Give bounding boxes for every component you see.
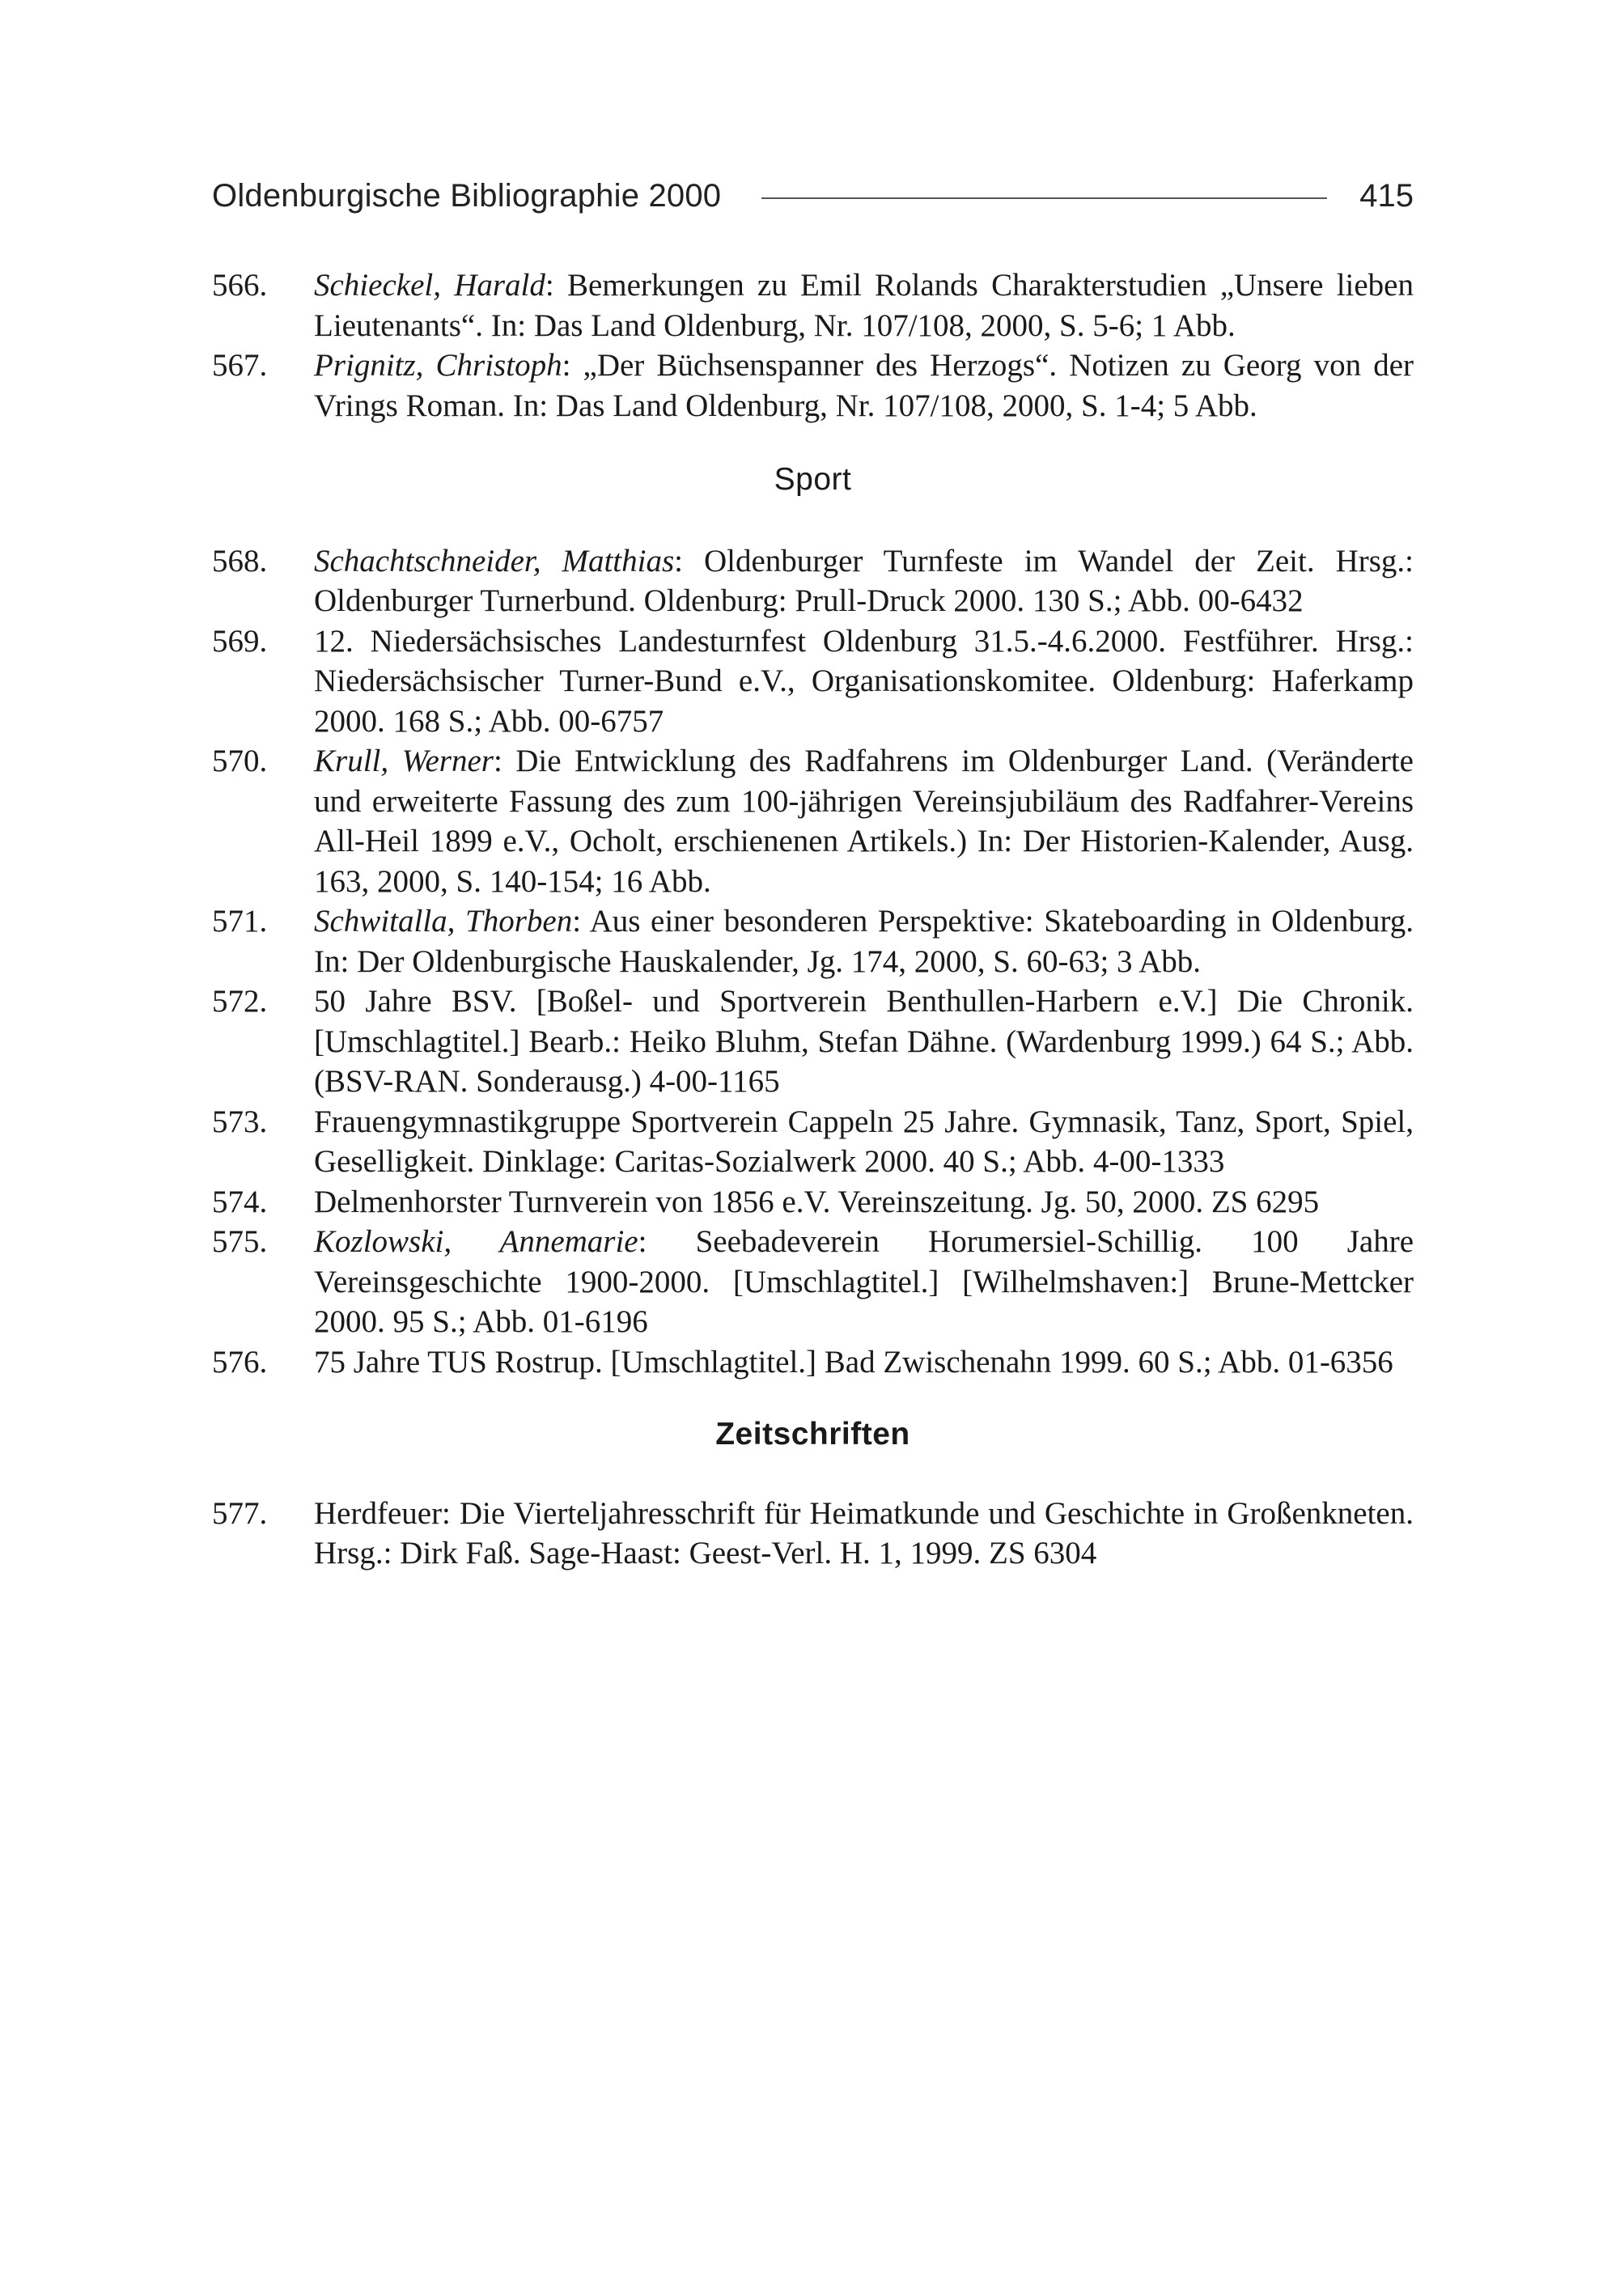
entry-number: 571. — [212, 904, 268, 939]
bibliography-body — [212, 265, 1414, 1574]
entry-body: „Der Büchsenspanner des Herzogs“. Notizen zu Georg von der Vrings Roman. In: Das Land Oldenburg, Nr. 107/108, 2000, S. 1-4; 5 Abb. — [314, 348, 1414, 423]
entry-separator: : — [545, 268, 567, 303]
entry-body: 75 Jahre TUS Rostrup. [Umschlagtitel.] Bad Zwischenahn 1999. 60 S.; Abb. 01-6356 — [314, 1344, 1393, 1380]
entry-author: Krull, Werner — [314, 744, 494, 778]
bibliography-entry — [212, 1342, 1414, 1383]
entry-text — [314, 1342, 1414, 1383]
entry-separator: : — [674, 543, 704, 579]
entry-number: 569. — [212, 623, 268, 659]
running-title: Oldenburgische Bibliographie 2000 — [212, 177, 722, 214]
entry-number: 574. — [212, 1184, 268, 1219]
entry-body: Oldenburger Turnfeste im Wandel der Zeit. Hrsg.: Oldenburger Turnerbund. Oldenburg: Prull-Druck 2000. 130 S.; Abb. 00-6432 — [314, 543, 1414, 618]
entry-number: 567. — [212, 348, 268, 383]
entry-text — [314, 265, 1414, 345]
entry-separator: : — [562, 348, 583, 383]
entry-body: Die Entwicklung des Radfahrens im Oldenburger Land. (Veränderte und erweiterte Fassung des zum 100-jährigen Vereinsjubiläum des Radfahrer-Vereins All-Heil 1899 e.V., Ocholt, erschienenen Artikels.) In: Der Historien-Kalender, Ausg. 163, 2000, S. 140-154; 16 Abb. — [314, 744, 1414, 899]
entry-text — [314, 1182, 1414, 1223]
entry-author: Schachtschneider, Matthias — [314, 543, 675, 579]
entry-text — [314, 741, 1414, 901]
entry-text — [314, 345, 1414, 426]
entry-group-sport — [212, 541, 1414, 1383]
bibliography-entry — [212, 1182, 1414, 1223]
bibliography-entry — [212, 541, 1414, 621]
entry-number: 568. — [212, 543, 268, 579]
entry-separator: : — [638, 1224, 696, 1259]
bibliography-entry — [212, 741, 1414, 901]
entry-text — [314, 901, 1414, 981]
entry-number: 572. — [212, 984, 268, 1019]
bibliography-entry — [212, 1222, 1414, 1342]
bibliography-entry — [212, 265, 1414, 345]
entry-text — [314, 621, 1414, 742]
entry-body: Bemerkungen zu Emil Rolands Charakterstudien „Unsere lieben Lieutenants“. In: Das Land Oldenburg, Nr. 107/108, 2000, S. 5-6; 1 Abb. — [314, 268, 1414, 343]
entry-text — [314, 981, 1414, 1102]
entry-text — [314, 1494, 1414, 1574]
bibliography-entry — [212, 1102, 1414, 1182]
bibliography-entry — [212, 621, 1414, 742]
entry-group-intro — [212, 265, 1414, 426]
entry-body: Seebadeverein Horumersiel-Schillig. 100 Jahre Vereinsgeschichte 1900-2000. [Umschlagtitel.] [Wilhelmshaven:] Brune-Mettcker 2000. 95 S.; Abb. 01-6196 — [314, 1224, 1414, 1339]
entry-number: 576. — [212, 1344, 268, 1380]
entry-number: 577. — [212, 1495, 268, 1531]
entry-body: 50 Jahre BSV. [Boßel- und Sportverein Benthullen-Harbern e.V.] Die Chronik. [Umschlagtitel.] Bearb.: Heiko Bluhm, Stefan Dähne. (Wardenburg 1999.) 64 S.; Abb. (BSV-RAN. Sonderausg.) 4-00-1165 — [314, 984, 1414, 1099]
entry-body: Aus einer besonderen Perspektive: Skateboarding in Oldenburg. In: Der Oldenburgische Hauskalender, Jg. 174, 2000, S. 60-63; 3 Abb. — [314, 904, 1414, 979]
bibliography-entry — [212, 981, 1414, 1102]
bibliography-entry — [212, 1494, 1414, 1574]
entry-author: Prignitz, Christoph — [314, 348, 562, 383]
header-rule — [761, 197, 1327, 199]
entry-number: 566. — [212, 268, 268, 303]
entry-number: 573. — [212, 1104, 268, 1139]
entry-group-zeitschriften — [212, 1494, 1414, 1574]
bibliography-entry — [212, 345, 1414, 426]
entry-author: Schwitalla, Thorben — [314, 904, 573, 939]
entry-body: 12. Niedersächsisches Landesturnfest Oldenburg 31.5.-4.6.2000. Festführer. Hrsg.: Niedersächsischer Turner-Bund e.V., Organisationskomitee. Oldenburg: Haferkamp 2000. 168 S.; Abb. 00-6757 — [314, 623, 1414, 739]
entry-text — [314, 541, 1414, 621]
entry-author: Kozlowski, Annemarie — [314, 1224, 638, 1259]
entry-body: Frauengymnastikgruppe Sportverein Cappeln 25 Jahre. Gymnasik, Tanz, Sport, Spiel, Geselligkeit. Dinklage: Caritas-Sozialwerk 2000. 40 S.; Abb. 4-00-1333 — [314, 1104, 1414, 1179]
entry-separator: : — [493, 744, 516, 778]
entry-number: 570. — [212, 744, 268, 778]
entry-body: Herdfeuer: Die Vierteljahresschrift für Heimatkunde und Geschichte in Großenkneten. Hrsg.: Dirk Faß. Sage-Haast: Geest-Verl. H. 1, 1999. ZS 6304 — [314, 1495, 1414, 1570]
entry-body: Delmenhorster Turnverein von 1856 e.V. Vereinszeitung. Jg. 50, 2000. ZS 6295 — [314, 1184, 1320, 1219]
section-heading-sport: Sport — [774, 462, 852, 497]
running-head — [212, 172, 1414, 220]
section-heading-zeitschriften: Zeitschriften — [715, 1417, 910, 1452]
bibliography-entry — [212, 901, 1414, 981]
entry-number: 575. — [212, 1224, 268, 1259]
entry-author: Schieckel, Harald — [314, 268, 545, 303]
entry-separator: : — [572, 904, 590, 939]
entry-text — [314, 1222, 1414, 1342]
entry-text — [314, 1102, 1414, 1182]
page-number: 415 — [1359, 177, 1414, 214]
